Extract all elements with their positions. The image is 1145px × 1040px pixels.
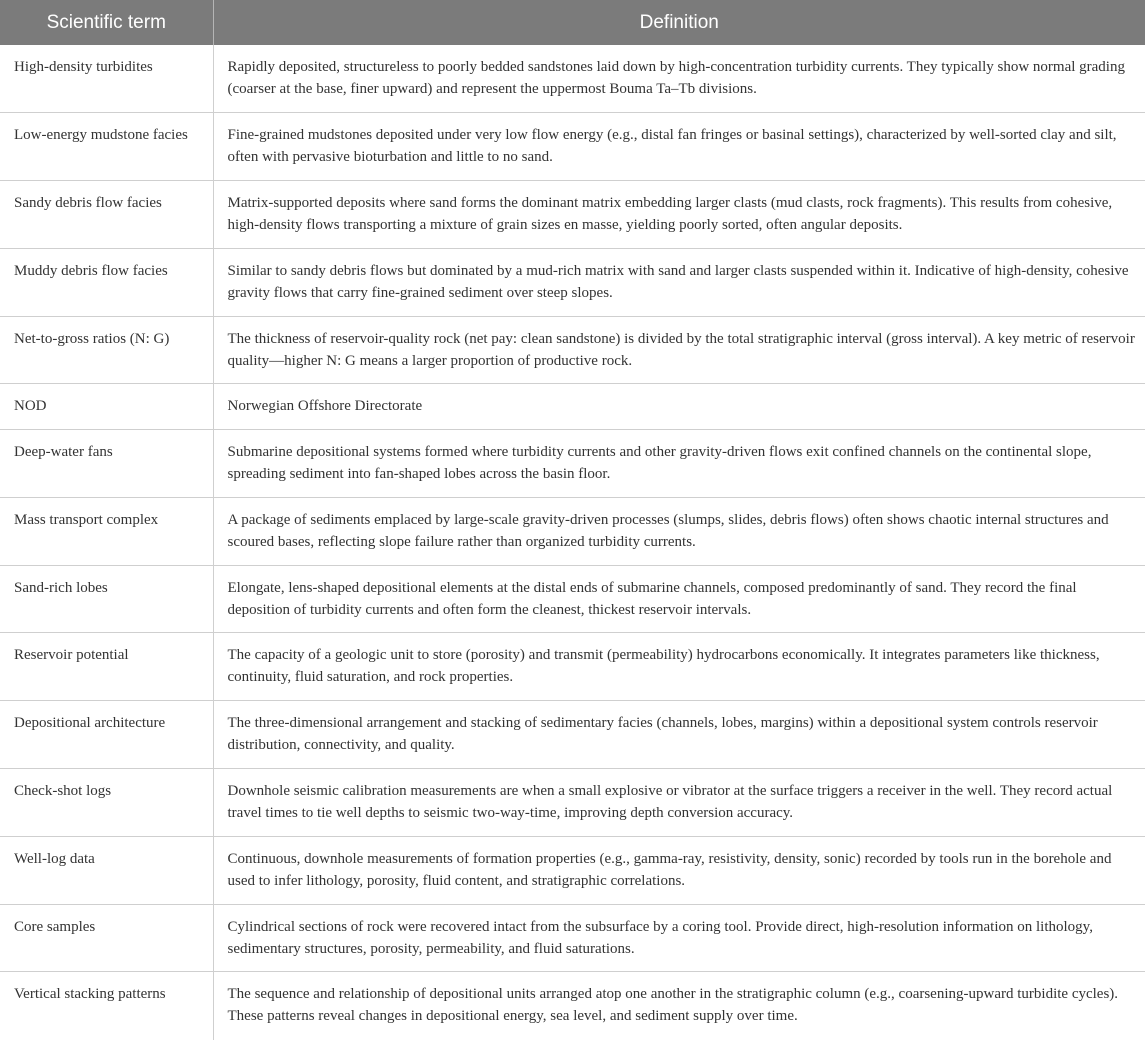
term-cell: Mass transport complex xyxy=(0,497,213,565)
term-cell: Check-shot logs xyxy=(0,769,213,837)
definition-cell: Submarine depositional systems formed where turbidity currents and other gravity-driven flows exit confined channels on the continental slope, spreading sediment into fan-shaped lobes across the basin floor. xyxy=(213,430,1145,498)
term-cell: High-density turbidites xyxy=(0,45,213,113)
definition-cell: Continuous, downhole measurements of formation properties (e.g., gamma-ray, resistivity, density, sonic) recorded by tools run in the borehole and used to infer lithology, porosity, fluid content, and stratigraphic correlations. xyxy=(213,836,1145,904)
term-cell: Vertical stacking patterns xyxy=(0,972,213,1040)
table-row xyxy=(0,972,1145,1040)
term-cell: Well-log data xyxy=(0,836,213,904)
definition-cell: Cylindrical sections of rock were recovered intact from the subsurface by a coring tool. Provide direct, high-resolution information on lithology, sedimentary structures, porosity, permeability, and fluid saturations. xyxy=(213,904,1145,972)
header-scientific-term: Scientific term xyxy=(0,0,213,45)
definition-cell: A package of sediments emplaced by large-scale gravity-driven processes (slumps, slides, debris flows) often shows chaotic internal structures and scoured bases, reflecting slope failure rather than organized turbidity currents. xyxy=(213,497,1145,565)
table-row xyxy=(0,565,1145,633)
table-row xyxy=(0,45,1145,113)
table-header-row xyxy=(0,0,1145,45)
definition-cell: Rapidly deposited, structureless to poorly bedded sandstones laid down by high-concentration turbidity currents. They typically show normal grading (coarser at the base, finer upward) and represent the uppermost Bouma Ta–Tb divisions. xyxy=(213,45,1145,113)
term-cell: Depositional architecture xyxy=(0,701,213,769)
term-cell: Net-to-gross ratios (N: G) xyxy=(0,316,213,384)
table-row xyxy=(0,633,1145,701)
table-row xyxy=(0,701,1145,769)
table-row xyxy=(0,113,1145,181)
definition-cell: Downhole seismic calibration measurements are when a small explosive or vibrator at the surface triggers a receiver in the well. They record actual travel times to tie well depths to seismic two-way-time, improving depth conversion accuracy. xyxy=(213,769,1145,837)
definition-cell: The sequence and relationship of depositional units arranged atop one another in the stratigraphic column (e.g., coarsening-upward turbidite cycles). These patterns reveal changes in depositional energy, sea level, and sediment supply over time. xyxy=(227,986,1119,1025)
table-row xyxy=(0,181,1145,249)
table-row xyxy=(0,836,1145,904)
header-definition: Definition xyxy=(213,0,1145,45)
term-cell: Deep-water fans xyxy=(0,430,213,498)
table-row xyxy=(0,904,1145,972)
term-cell: NOD xyxy=(0,384,213,430)
definition-cell: Elongate, lens-shaped depositional elements at the distal ends of submarine channels, composed predominantly of sand. They record the final deposition of turbidity currents and often form the cleanest, thickest reservoir intervals. xyxy=(213,565,1145,633)
definition-cell: Norwegian Offshore Directorate xyxy=(213,384,1145,430)
term-cell: Core samples xyxy=(0,904,213,972)
term-cell: Low-energy mudstone facies xyxy=(0,113,213,181)
table-row xyxy=(0,497,1145,565)
table-row xyxy=(0,248,1145,316)
term-cell: Sandy debris flow facies xyxy=(0,181,213,249)
definition-cell: Similar to sandy debris flows but dominated by a mud-rich matrix with sand and larger clasts suspended within it. Indicative of high-density, cohesive gravity flows that carry fine-grained sediment over steep slopes. xyxy=(213,248,1145,316)
definition-cell: Matrix-supported deposits where sand forms the dominant matrix embedding larger clasts (mud clasts, rock fragments). This results from cohesive, high-density flows transporting a mixture of grain sizes en masse, yielding poorly sorted, often angular deposits. xyxy=(213,181,1145,249)
definition-cell: The three-dimensional arrangement and stacking of sedimentary facies (channels, lobes, margins) within a depositional system controls reservoir distribution, connectivity, and quality. xyxy=(213,701,1145,769)
definition-cell: The capacity of a geologic unit to store (porosity) and transmit (permeability) hydrocarbons economically. It integrates parameters like thickness, continuity, fluid saturation, and rock properties. xyxy=(213,633,1145,701)
table-row xyxy=(0,384,1145,430)
table-row xyxy=(0,769,1145,837)
definition-cell: The thickness of reservoir-quality rock (net pay: clean sandstone) is divided by the total stratigraphic interval (gross interval). A key metric of reservoir quality—higher N: G means a larger proportion of productive rock. xyxy=(213,316,1145,384)
definition-cell: Fine-grained mudstones deposited under very low flow energy (e.g., distal fan fringes or basinal settings), characterized by well-sorted clay and silt, often with pervasive bioturbation and little to no sand. xyxy=(213,113,1145,181)
term-cell: Sand-rich lobes xyxy=(0,565,213,633)
term-cell: Reservoir potential xyxy=(0,633,213,701)
table-row xyxy=(0,316,1145,384)
term-cell: Muddy debris flow facies xyxy=(0,248,213,316)
table-row xyxy=(0,430,1145,498)
